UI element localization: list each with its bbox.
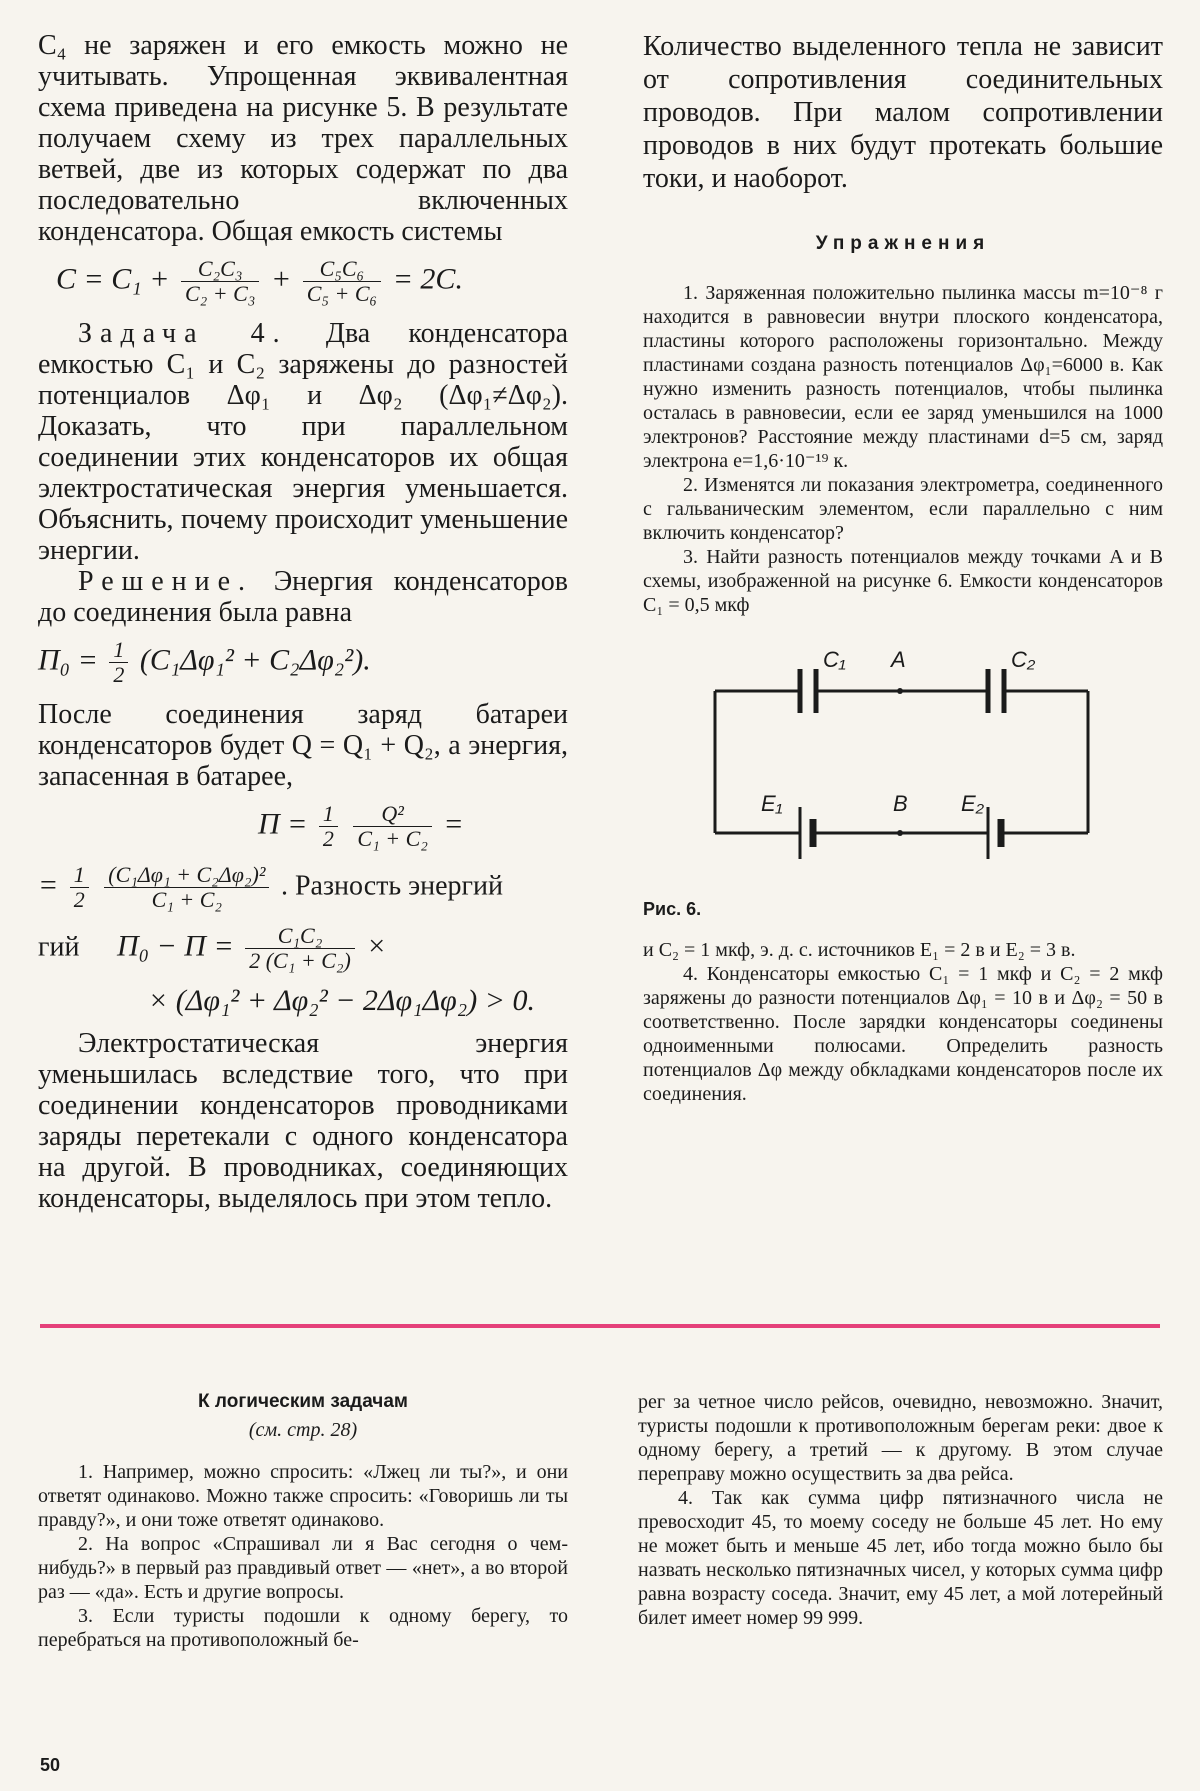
label-c1: C₁ — [823, 647, 846, 672]
answers-right-column — [638, 1390, 1163, 1630]
formula-total-capacity: C = C₁ + $\frac{\text{C₂C₃}}{\text{C₂ + C₃}}$ + $\frac{\text{C₅C₆}}{\text{C₅ + C₆}}$ = 2C. — [56, 256, 463, 306]
solution-text-2: После соединения заряд батареи конденсаторов будет Q = Q₁ + Q₂, а энергия, запасенная в батарее, — [38, 699, 568, 792]
label-a: A — [891, 647, 906, 672]
answers-page-ref: (см. стр. 28) — [248, 1419, 358, 1441]
answers-heading: К логическим задачам — [198, 1391, 408, 1412]
label-e1: E₁ — [761, 791, 783, 816]
right-intro-paragraph: Количество выделенного тепла не зависит от сопротивления соединительных проводов. При малом сопротивлении проводов в них будут протекать большие токи, и наоборот. — [643, 31, 1163, 194]
circuit-diagram — [643, 631, 1163, 891]
answer-1: 1. Например, можно спросить: «Лжец ли ты?», и они ответят одинаково. Можно также спросить: «Говоришь ли ты правду?», и они тоже ответят одинаково. — [38, 1461, 568, 1531]
left-conclusion: Электростатическая энергия уменьшилась вследствие того, что при соединении конденсаторов проводниками заряды перетекали с одного конденсатора на другой. В проводниках, соединяющих конденсаторы, выделялось при этом тепло. — [38, 1028, 568, 1214]
left-paragraph-1: C₄ не заряжен и его емкость можно не учитывать. Упрощенная эквивалентная схема приведена на рисунке 5. В результате получаем схему из трех параллельных ветвей, две из которых содержат по два последовательно включенных конденсатора. Общая емкость системы — [38, 30, 568, 247]
section-divider — [40, 1324, 1160, 1328]
answer-3-continued: рег за четное число рейсов, очевидно, невозможно. Значит, туристы подошли к противоположным берегам реки: двое к одному берегу, а третий — к другому. В этом случае переправу можно осуществить за два рейса. — [638, 1391, 1163, 1485]
node-a — [897, 688, 903, 694]
node-b — [897, 830, 903, 836]
answer-4: 4. Так как сумма цифр пятизначного числа не превосходит 45, то моему соседу не больше 45 лет. Но ему не может быть и меньше 45 лет, ибо тогда можно было бы назвать несколько пятизначных чисел, у которых сумма цифр равна возрасту соседа. Значит, ему 45 лет, а мой лотерейный билет имеет номер 99 999. — [638, 1487, 1163, 1629]
left-column — [38, 30, 568, 1214]
formula-energy-difference-2: × (Δφ₁² + Δφ₂² − 2Δφ₁Δφ₂) > 0. — [148, 984, 535, 1017]
exercise-3: 3. Найти разность потенциалов между точками A и B схемы, изображенной на рисунке 6. Емкости конденсаторов C₁ = 0,5 мкф — [643, 546, 1163, 616]
exercise-2: 2. Изменятся ли показания электрометра, соединенного с гальваническим элементом, если параллельно с ним включить конденсатор? — [643, 474, 1163, 544]
exercise-3-continued: и C₂ = 1 мкф, э. д. с. источников E₁ = 2 в и E₂ = 3 в. — [643, 939, 1076, 961]
exercises-heading: Упражнения — [815, 233, 991, 254]
exercise-4: 4. Конденсаторы емкостью C₁ = 1 мкф и C₂ = 2 мкф заряжены до разности потенциалов Δφ₁ = 10 в и Δφ₂ = 50 в соответственно. После зарядки конденсаторы соединены одноименными полюсами. Определить разность потенциалов Δφ между обкладками конденсаторов после их соединения. — [643, 963, 1163, 1105]
right-column — [643, 30, 1163, 1106]
formula-energy-after: П = $\frac{1}{2}$ $\frac{\text{Q²}}{\text{C₁ + C₂}}$ = — [258, 801, 464, 851]
answer-2: 2. На вопрос «Спрашивал ли я Вас сегодня о чем-нибудь?» в первый раз правдивый ответ — «нет», а во второй раз — «да». Есть и другие вопросы. — [38, 1533, 568, 1603]
exercise-1: 1. Заряженная положительно пылинка массы m=10⁻⁸ г находится в равновесии внутри плоского конденсатора, пластины которого расположены горизонтально. Между пластинами создана разность потенциалов Δφ₁=6000 в. Как нужно изменить разность потенциалов, чтобы пылинка осталась в равновесии, если ее заряд уменьшился на 1000 электронов? Расстояние между пластинами d=5 см, заряд электрона e=1,6·10⁻¹⁹ к. — [643, 282, 1163, 472]
page-number: 50 — [40, 1755, 61, 1775]
label-b: B — [893, 791, 908, 816]
label-e2: E₂ — [961, 791, 985, 816]
label-c2: C₂ — [1011, 647, 1036, 672]
task-4: Задача 4. Два конденсатора емкостью C₁ и C₂ заряжены до разностей потенциалов Δφ₁ и Δφ₂ (Δφ₁≠Δφ₂). Доказать, что при параллельном соединении этих конденсаторов их общая электростатическая энергия уменьшается. Объяснить, почему происходит уменьшение энергии. — [38, 318, 568, 566]
formula-energy-before: П₀ = $\frac{1}{2}$ (C₁Δφ₁² + C₂Δφ₂²). — [38, 637, 371, 687]
figure-caption: Рис. 6. — [643, 899, 702, 919]
solution-paragraph: Решение. Энергия конденсаторов до соединения была равна — [38, 566, 568, 628]
formula-energy-difference: гий П₀ − П = $\frac{\text{C₁C₂}}{\text{2 (C₁ + C₂)}}$ × — [38, 923, 387, 973]
formula-energy-after-expanded: = $\frac{1}{2}$ $\frac{\text{(C₁Δφ₁ + C₂Δφ₂)²}}{\text{C₁ + C₂}}$ . Разность энергий — [38, 862, 504, 912]
answers-left-column — [38, 1390, 568, 1652]
answer-3: 3. Если туристы подошли к одному берегу, то перебраться на противоположный бе- — [38, 1605, 568, 1651]
